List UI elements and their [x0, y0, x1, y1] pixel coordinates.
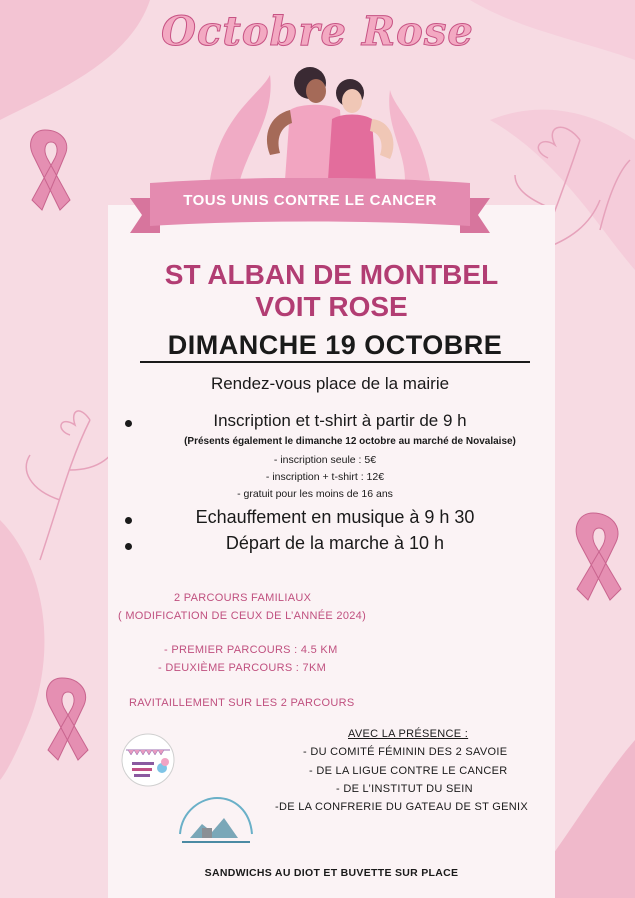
banner-ribbon	[130, 178, 490, 243]
price-line: - inscription + t-shirt : 12€	[265, 471, 385, 483]
banner-text: TOUS UNIS CONTRE LE CANCER	[183, 192, 437, 209]
women-illustration	[200, 55, 440, 185]
presence-item: - DE LA LIGUE CONTRE LE CANCER	[309, 765, 508, 777]
program-item-registration: Inscription et t-shirt à partir de 9 h	[213, 411, 467, 430]
bullet-dot	[125, 517, 132, 524]
meeting-point: Rendez-vous place de la mairie	[210, 374, 450, 393]
routes-title: 2 PARCOURS FAMILIAUX	[174, 592, 312, 604]
saint-alban-logo	[172, 790, 257, 850]
bullet-dot	[125, 543, 132, 550]
event-date: DIMANCHE 19 OCTOBRE	[140, 329, 530, 363]
presence-item: - DE L’INSTITUT DU SEIN	[336, 783, 473, 795]
headline-line-1: ST ALBAN DE MONTBEL	[164, 259, 499, 290]
presence-item: -DE LA CONFRERIE DU GATEAU DE ST GENIX	[275, 801, 529, 813]
program-item-note: (Présents également le dimanche 12 octobre au marché de Novalaise)	[184, 436, 516, 447]
price-line: - inscription seule : 5€	[273, 454, 377, 466]
comite-des-fetes-logo	[120, 732, 176, 788]
bullet-dot	[125, 420, 132, 427]
footer-text: SANDWICHS AU DIOT ET BUVETTE SUR PLACE	[204, 867, 459, 879]
program-item-warmup: Echauffement en musique à 9 h 30	[195, 507, 475, 527]
event-script-title: Octobre Rose	[161, 8, 474, 55]
headline-line-2: VOIT ROSE	[255, 291, 408, 322]
pink-ribbon-icon	[30, 670, 95, 765]
supply-info: RAVITAILLEMENT SUR LES 2 PARCOURS	[129, 697, 355, 709]
pink-ribbon-icon	[15, 120, 75, 215]
route-item: - PREMIER PARCOURS : 4.5 KM	[164, 644, 338, 656]
presence-title: AVEC LA PRÉSENCE :	[348, 728, 469, 740]
route-item: - DEUXIÈME PARCOURS : 7KM	[158, 662, 327, 674]
pink-ribbon-icon	[558, 505, 628, 605]
program-item-start: Départ de la marche à 10 h	[225, 533, 445, 553]
routes-subtitle: ( MODIFICATION DE CEUX DE L’ANNÉE 2024)	[118, 610, 367, 622]
presence-item: - DU COMITÉ FÉMININ DES 2 SAVOIE	[303, 746, 508, 758]
price-line: - gratuit pour les moins de 16 ans	[237, 488, 393, 500]
